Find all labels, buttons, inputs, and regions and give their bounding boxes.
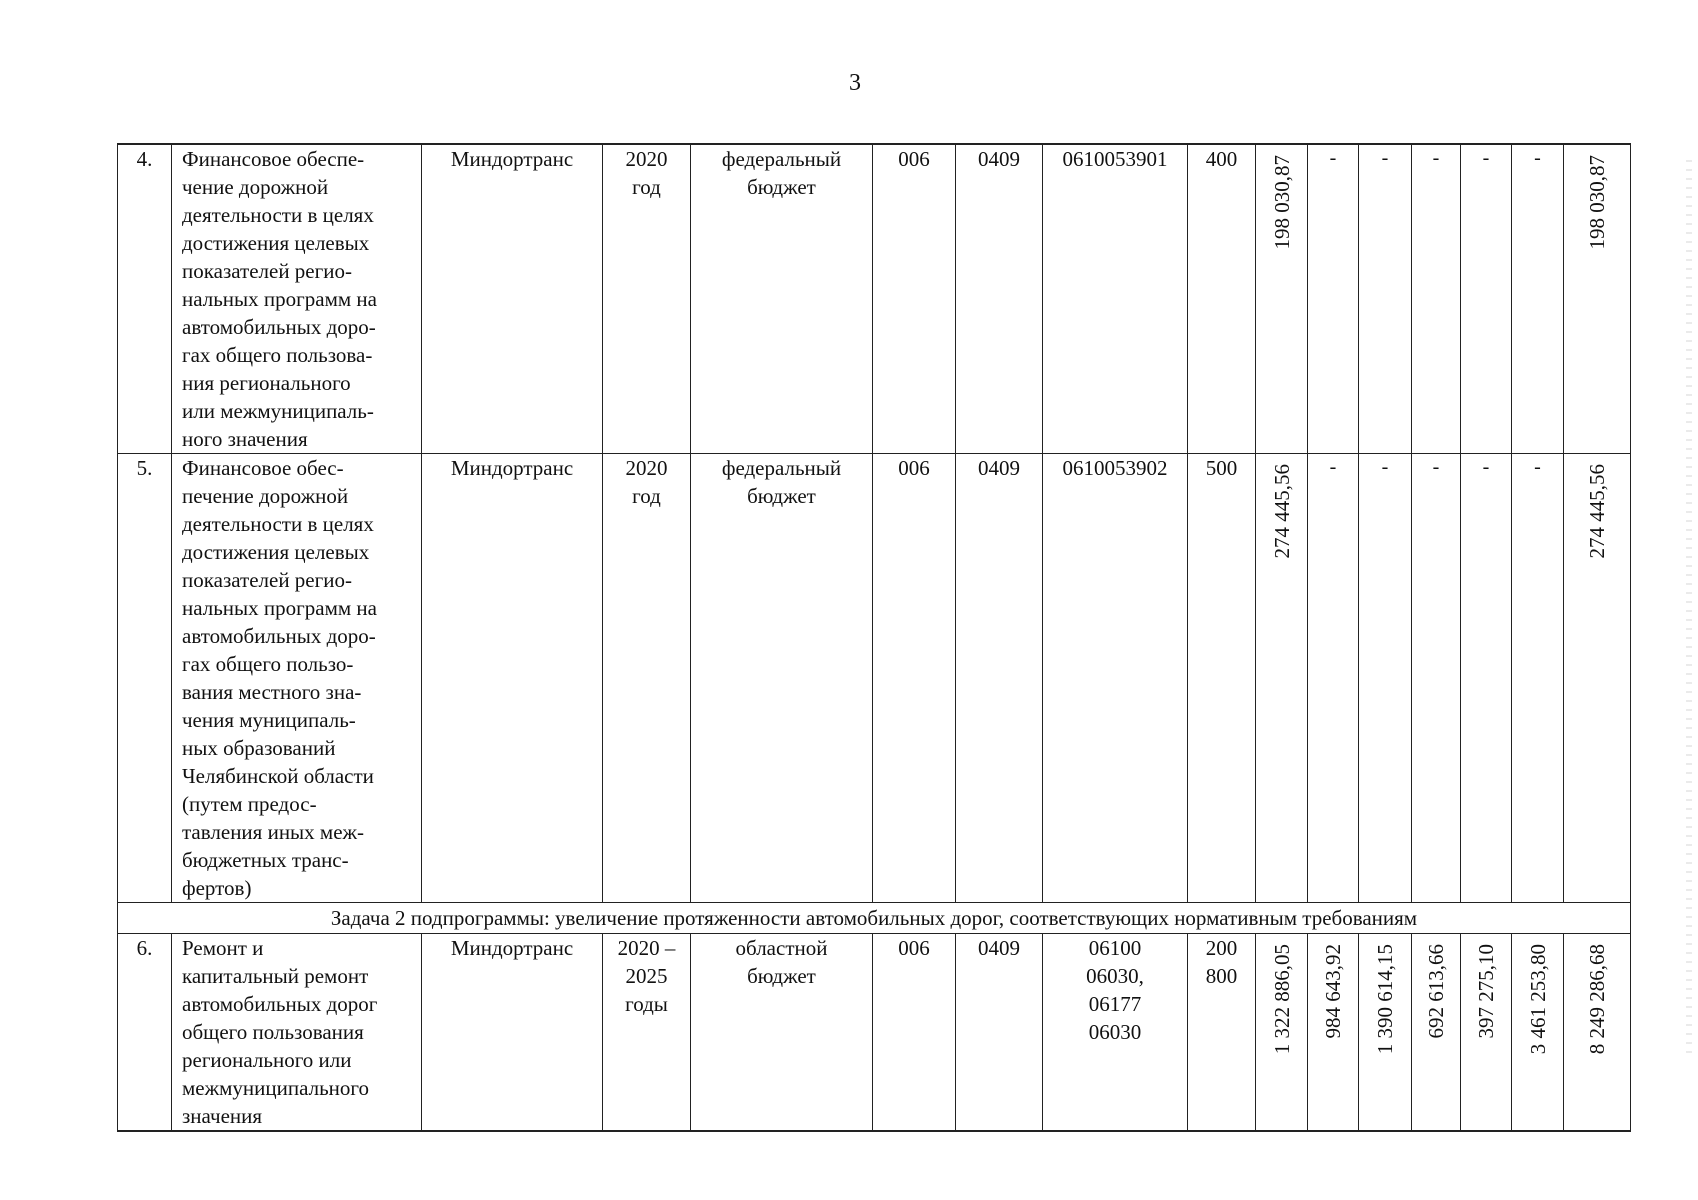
table-row xyxy=(118,454,1631,903)
term-line: 2025 xyxy=(625,964,668,988)
measure-name-line: чения муниципаль- xyxy=(182,708,356,732)
row-number: 6. xyxy=(118,934,172,1132)
measure-name-line: автомобильных доро- xyxy=(182,315,376,339)
vr-code-line: 800 xyxy=(1205,964,1238,988)
amount-2022 xyxy=(1359,934,1412,1132)
term-line: год xyxy=(632,175,661,199)
measure-name-line: межмуниципального xyxy=(182,1076,369,1100)
amount-2020-text: 1 322 886,05 xyxy=(1269,944,1294,1055)
csr-code-line: 0610053902 xyxy=(1062,456,1168,480)
csr-code xyxy=(1043,144,1188,454)
measure-name xyxy=(172,454,422,903)
executor: Миндортранс xyxy=(422,454,603,903)
measure-name-line: вания местного зна- xyxy=(182,680,362,704)
term-line: год xyxy=(632,484,661,508)
measure-name-line: достижения целевых xyxy=(182,231,370,255)
task-heading: Задача 2 подпрограммы: увеличение протяженности автомобильных дорог, соответствующих нормативным требованиям xyxy=(118,903,1631,934)
funding-source-line: федеральный xyxy=(721,147,842,171)
funding-source xyxy=(691,454,873,903)
amount-2021: - xyxy=(1308,144,1359,454)
vr-code xyxy=(1188,454,1256,903)
csr-code-line: 06030, xyxy=(1086,964,1144,988)
measure-name-line: капитальный ремонт xyxy=(182,964,369,988)
funding-source-line: областной xyxy=(735,936,828,960)
measure-name-line: гах общего пользова- xyxy=(182,343,373,367)
vr-code-line: 200 xyxy=(1205,936,1238,960)
measure-name-line: нальных программ на xyxy=(182,596,377,620)
csr-code-line: 06030 xyxy=(1088,1020,1142,1044)
amount-2025: - xyxy=(1512,144,1564,454)
scan-edge-marks xyxy=(1686,160,1692,1060)
amount-2025-text: 3 461 253,80 xyxy=(1525,944,1550,1055)
amount-2022: - xyxy=(1359,454,1412,903)
measure-name-line: чение дорожной xyxy=(182,175,329,199)
funding-source-line: федеральный xyxy=(721,456,842,480)
measure-name-line: бюджетных транс- xyxy=(182,848,349,872)
amount-2020 xyxy=(1256,454,1308,903)
amount-2025 xyxy=(1512,934,1564,1132)
measure-name xyxy=(172,144,422,454)
vr-code-line: 500 xyxy=(1205,456,1238,480)
amount-total xyxy=(1564,144,1631,454)
measure-name xyxy=(172,934,422,1132)
vr-code xyxy=(1188,934,1256,1132)
grbs-code: 006 xyxy=(873,934,956,1132)
amount-2022: - xyxy=(1359,144,1412,454)
executor: Миндортранс xyxy=(422,144,603,454)
measure-name-line: тавления иных меж- xyxy=(182,820,365,844)
csr-code xyxy=(1043,454,1188,903)
term-line: 2020 – xyxy=(617,936,676,960)
funding-source xyxy=(691,144,873,454)
measure-name-line: регионального или xyxy=(182,1048,352,1072)
measure-name-line: или межмуниципаль- xyxy=(182,399,374,423)
term xyxy=(603,454,691,903)
measure-name-line: деятельности в целях xyxy=(182,203,374,227)
amount-2021: - xyxy=(1308,454,1359,903)
amount-2023-text: 692 613,66 xyxy=(1424,944,1448,1039)
page-number: 3 xyxy=(849,70,861,96)
measure-name-line: показателей регио- xyxy=(182,568,352,592)
measure-name-line: печение дорожной xyxy=(182,484,349,508)
amount-2020-text: 274 445,56 xyxy=(1269,464,1294,559)
csr-code xyxy=(1043,934,1188,1132)
row-number: 5. xyxy=(118,454,172,903)
measure-name-line: автомобильных доро- xyxy=(182,624,376,648)
measure-name-line: Финансовое обес- xyxy=(182,456,344,480)
amount-total-text: 274 445,56 xyxy=(1585,464,1609,559)
grbs-code: 006 xyxy=(873,144,956,454)
amount-total xyxy=(1564,934,1631,1132)
table-row xyxy=(118,934,1631,1132)
measure-name-line: деятельности в целях xyxy=(182,512,374,536)
amount-2024: - xyxy=(1461,454,1512,903)
vr-code xyxy=(1188,144,1256,454)
amount-total xyxy=(1564,454,1631,903)
measure-name-line: ных образований xyxy=(182,736,336,760)
rzpr-code: 0409 xyxy=(956,454,1043,903)
amount-total-text: 8 249 286,68 xyxy=(1585,944,1609,1055)
amount-2023: - xyxy=(1412,144,1461,454)
task-row xyxy=(118,903,1631,934)
funding-source-line: бюджет xyxy=(747,964,816,988)
amount-2024-text: 397 275,10 xyxy=(1474,944,1498,1039)
csr-code-line: 06100 xyxy=(1088,936,1142,960)
measure-name-line: гах общего пользо- xyxy=(182,652,354,676)
executor: Миндортранс xyxy=(422,934,603,1132)
funding-source xyxy=(691,934,873,1132)
amount-2023 xyxy=(1412,934,1461,1132)
budget-table xyxy=(117,143,1631,1132)
amount-2025: - xyxy=(1512,454,1564,903)
amount-2020 xyxy=(1256,144,1308,454)
amount-2021 xyxy=(1308,934,1359,1132)
amount-total-text: 198 030,87 xyxy=(1585,155,1609,250)
funding-source-line: бюджет xyxy=(747,175,816,199)
rzpr-code: 0409 xyxy=(956,934,1043,1132)
row-number: 4. xyxy=(118,144,172,454)
grbs-code: 006 xyxy=(873,454,956,903)
term-line: годы xyxy=(625,992,668,1016)
term-line: 2020 xyxy=(625,456,668,480)
term-line: 2020 xyxy=(625,147,668,171)
measure-name-line: достижения целевых xyxy=(182,540,370,564)
table-row xyxy=(118,144,1631,454)
measure-name-line: Ремонт и xyxy=(182,936,264,960)
measure-name-line: фертов) xyxy=(182,876,252,900)
measure-name-line: значения xyxy=(182,1104,263,1128)
measure-name-line: показателей регио- xyxy=(182,259,352,283)
measure-name-line: нальных программ на xyxy=(182,287,377,311)
csr-code-line: 0610053901 xyxy=(1062,147,1168,171)
term xyxy=(603,144,691,454)
measure-name-line: (путем предос- xyxy=(182,792,317,816)
measure-name-line: ного значения xyxy=(182,427,308,451)
measure-name-line: Челябинской области xyxy=(182,764,374,788)
amount-2022-text: 1 390 614,15 xyxy=(1373,944,1397,1055)
measure-name-line: Финансовое обеспе- xyxy=(182,147,365,171)
csr-code-line: 06177 xyxy=(1088,992,1142,1016)
measure-name-line: ния регионального xyxy=(182,371,351,395)
amount-2023: - xyxy=(1412,454,1461,903)
funding-source-line: бюджет xyxy=(747,484,816,508)
amount-2020 xyxy=(1256,934,1308,1132)
vr-code-line: 400 xyxy=(1205,147,1238,171)
rzpr-code: 0409 xyxy=(956,144,1043,454)
measure-name-line: общего пользования xyxy=(182,1020,364,1044)
measure-name-line: автомобильных дорог xyxy=(182,992,378,1016)
amount-2024 xyxy=(1461,934,1512,1132)
amount-2024: - xyxy=(1461,144,1512,454)
term xyxy=(603,934,691,1132)
amount-2021-text: 984 643,92 xyxy=(1321,944,1345,1039)
amount-2020-text: 198 030,87 xyxy=(1269,155,1294,250)
